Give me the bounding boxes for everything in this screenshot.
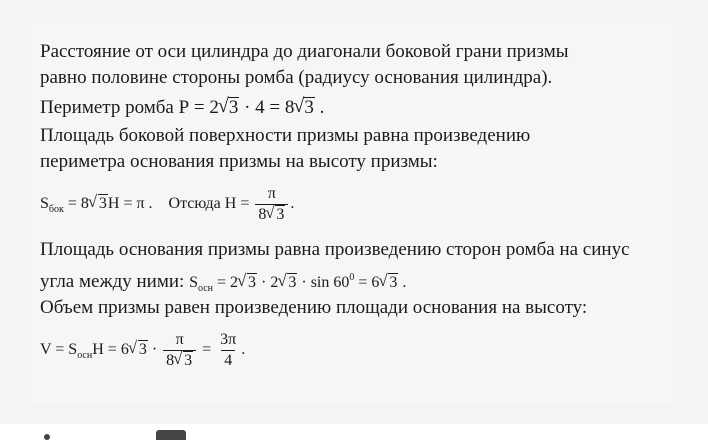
- s-symbol: S: [40, 195, 49, 213]
- radicand: 3: [228, 97, 239, 118]
- den-coef: 8: [258, 206, 267, 223]
- sqrt: [278, 271, 297, 295]
- formula-end: .: [398, 274, 407, 291]
- radicand: 3: [98, 195, 107, 213]
- sqrt: [89, 192, 108, 216]
- base-area-text: угла между ними:: [40, 271, 185, 292]
- formula-part: · sin 60: [297, 274, 350, 291]
- text-line-2: равно половине стороны ромба (радиусу основания цилиндра).: [40, 67, 553, 88]
- fraction: [163, 330, 196, 371]
- lateral-area-formula: [40, 184, 294, 225]
- denominator: [163, 350, 196, 371]
- formula-part: H = 6: [92, 341, 129, 359]
- formula-end: .: [241, 341, 246, 359]
- fraction: [255, 184, 288, 225]
- radicand: 3: [184, 352, 193, 369]
- text-line-9: Объем призмы равен произведению площади основания на высоту:: [40, 297, 588, 318]
- perimeter-end: .: [314, 97, 325, 118]
- bullet-icon: [44, 434, 50, 440]
- bottom-strip: [0, 424, 708, 440]
- formula-part: ·: [147, 341, 158, 359]
- subscript: осн: [77, 350, 93, 362]
- s-symbol: S: [189, 274, 198, 291]
- tab-icon: [156, 430, 186, 440]
- superscript: 0: [349, 272, 355, 283]
- denominator: [255, 204, 288, 225]
- subscript: бок: [48, 204, 64, 216]
- subscript: осн: [197, 283, 214, 294]
- radicand: 3: [276, 206, 285, 223]
- numerator: π: [175, 331, 184, 348]
- formula-part: = 2: [213, 274, 239, 291]
- text-line-7: Площадь основания призмы равна произведению сторон ромба на синус: [40, 239, 630, 260]
- volume-formula: [40, 330, 245, 371]
- denominator: 4: [221, 350, 235, 371]
- text-line-1: Расстояние от оси цилиндра до диагонали боковой грани призмы: [40, 41, 569, 62]
- formula-part: H = π .: [107, 195, 153, 213]
- equals-sign: =: [202, 341, 212, 359]
- radicand: 3: [138, 341, 147, 359]
- base-area-formula: [189, 272, 407, 294]
- perimeter-prefix: Периметр ромба Р = 2: [40, 97, 219, 118]
- formula-part: · 2: [257, 274, 279, 291]
- formula-end: .: [290, 195, 295, 213]
- radicand: 3: [248, 274, 257, 291]
- fraction: [217, 330, 239, 371]
- sqrt: [266, 205, 285, 225]
- sqrt: [129, 338, 148, 362]
- sqrt: [174, 351, 193, 371]
- perimeter-line: [40, 96, 324, 120]
- numerator: 3π: [220, 331, 237, 348]
- radicand: 3: [389, 274, 398, 291]
- hence-label: Отсюда H =: [168, 195, 250, 213]
- formula-part: = 8: [63, 195, 89, 213]
- text-line-5: периметра основания призмы на высоту призмы:: [40, 151, 438, 172]
- sqrt: [379, 271, 398, 295]
- numerator: π: [267, 185, 276, 202]
- radicand: 3: [288, 274, 297, 291]
- formula-part: V = S: [40, 341, 78, 359]
- radicand: 3: [304, 97, 314, 118]
- perimeter-mid: · 4 = 8: [239, 97, 295, 118]
- sqrt: [294, 96, 315, 120]
- text-line-4: Площадь боковой поверхности призмы равна произведению: [40, 125, 531, 146]
- den-coef: 8: [166, 352, 175, 369]
- formula-part: = 6: [354, 274, 380, 291]
- sqrt: [219, 96, 240, 120]
- sqrt: [238, 271, 257, 295]
